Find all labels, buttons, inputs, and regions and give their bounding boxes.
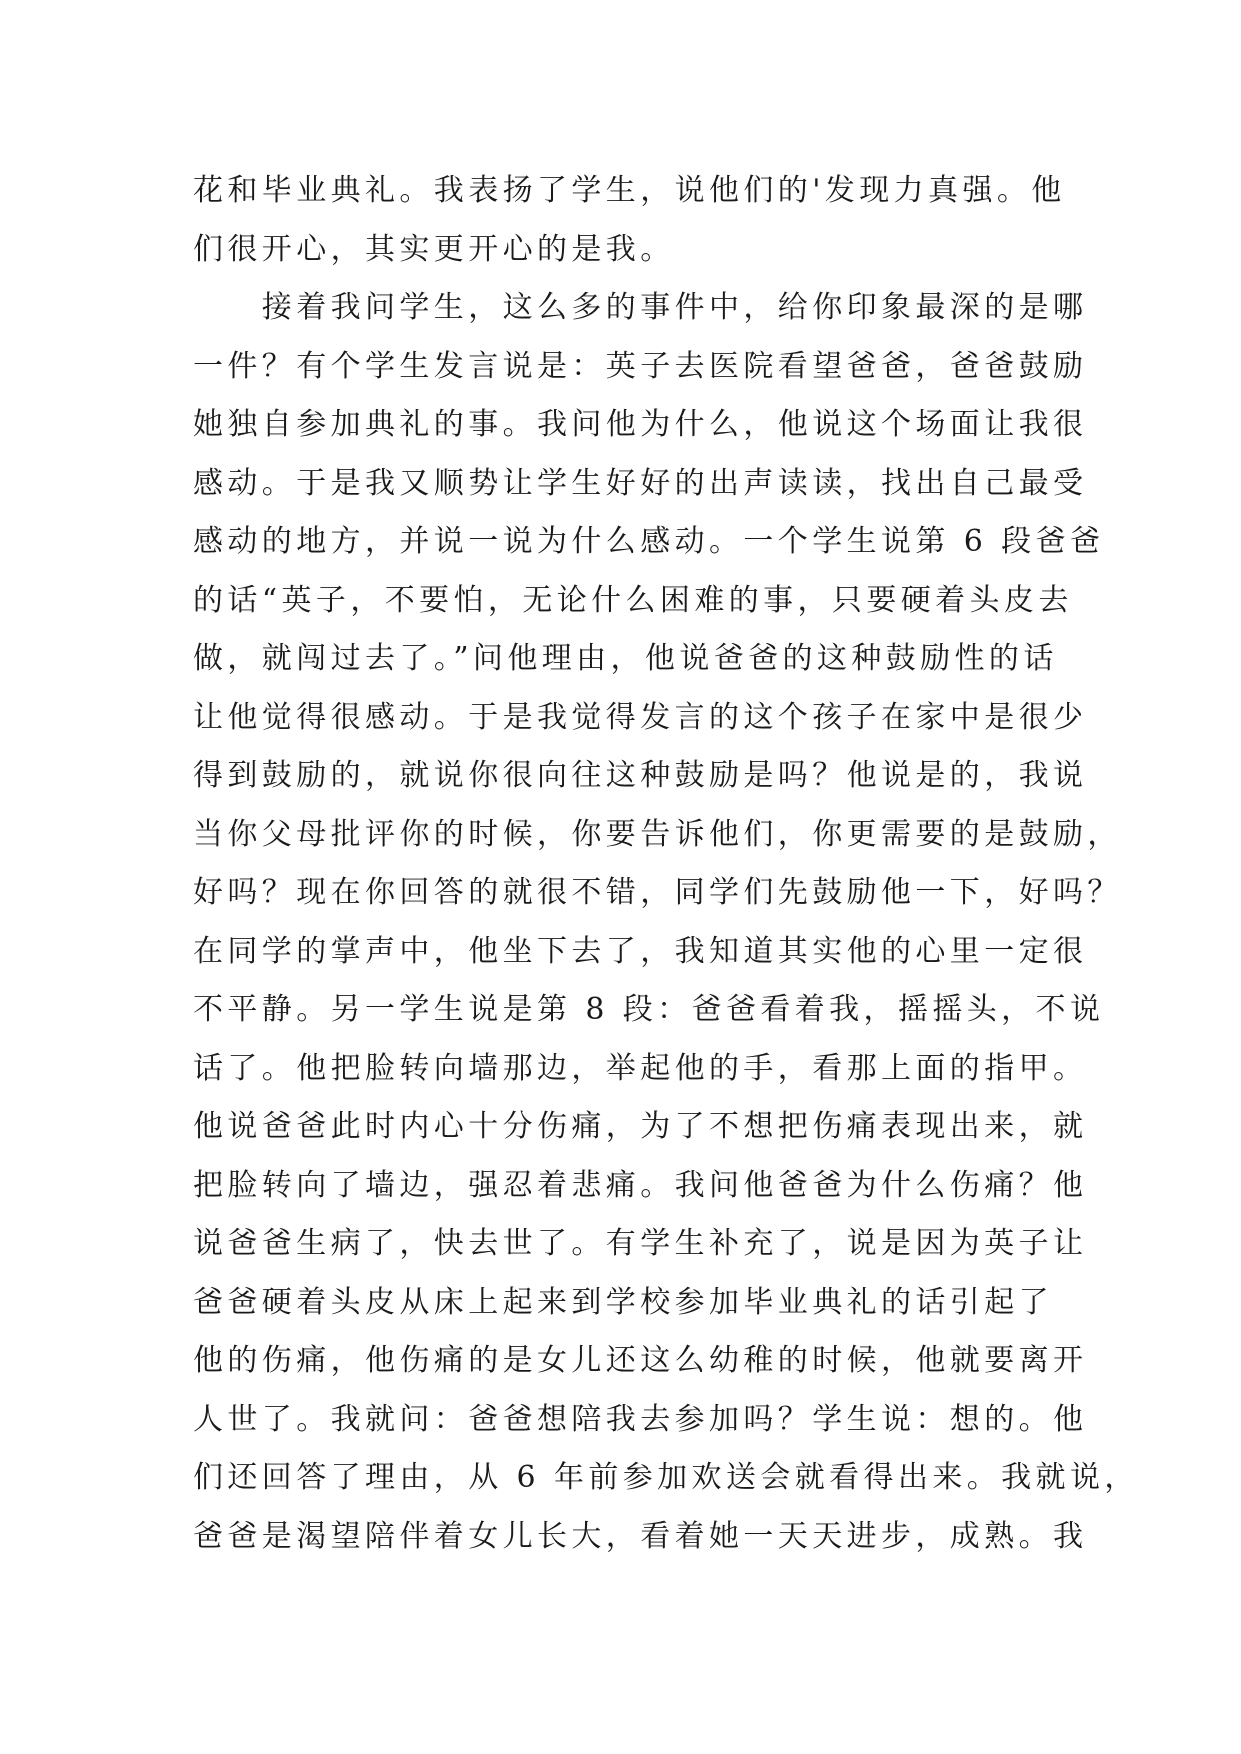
text-line-2: 们很开心，其实更开心的是我。 xyxy=(193,231,675,267)
text-line-3: 接着我问学生，这么多的事件中，给你印象最深的是哪 xyxy=(193,290,1088,325)
text-line-15: 不平静。另一学生说是第 8 段：爸爸看着我，摇摇头，不说 xyxy=(193,992,1105,1027)
text-line-14: 在同学的掌声中，他坐下去了，我知道其实他的心里一定很 xyxy=(193,933,1088,969)
text-line-24: 爸爸是渴望陪伴着女儿长大，看着她一天天进步，成熟。我 xyxy=(193,1518,1088,1554)
text-line-6: 感动。于是我又顺势让学生好好的出声读读，找出自己最受 xyxy=(193,465,1088,501)
text-line-23: 们还回答了理由，从 6 年前参加欢送会就看得出来。我就说， xyxy=(193,1460,1139,1495)
text-line-17: 他说爸爸此时内心十分伤痛，为了不想把伤痛表现出来，就 xyxy=(193,1109,1088,1144)
text-line-9: 做，就闯过去了。”问他理由，他说爸爸的这种鼓励性的话 xyxy=(193,641,1058,676)
text-line-5: 她独自参加典礼的事。我问他为什么，他说这个场面让我很 xyxy=(193,407,1088,442)
text-line-22: 人世了。我就问：爸爸想陪我去参加吗？学生说：想的。他 xyxy=(193,1401,1088,1437)
body-text xyxy=(193,162,1139,1566)
text-line-11: 得到鼓励的，就说你很向往这种鼓励是吗？他说是的，我说 xyxy=(193,758,1088,793)
text-line-1: 花和毕业典礼。我表扬了学生，说他们的'发现力真强。他 xyxy=(193,173,1066,208)
text-line-12: 当你父母批评你的时候，你要告诉他们，你更需要的是鼓励， xyxy=(193,816,1122,852)
text-line-13: 好吗？现在你回答的就很不错，同学们先鼓励他一下，好吗？ xyxy=(193,875,1122,910)
text-line-21: 他的伤痛，他伤痛的是女儿还这么幼稚的时候，他就要离开 xyxy=(193,1343,1088,1378)
text-line-7: 感动的地方，并说一说为什么感动。一个学生说第 6 段爸爸 xyxy=(193,524,1105,559)
text-line-18: 把脸转向了墙边，强忍着悲痛。我问他爸爸为什么伤痛？他 xyxy=(193,1167,1088,1203)
text-line-20: 爸爸硬着头皮从床上起来到学校参加毕业典礼的话引起了 xyxy=(193,1284,1053,1320)
text-line-16: 话了。他把脸转向墙那边，举起他的手，看那上面的指甲。 xyxy=(193,1050,1088,1086)
text-line-19: 说爸爸生病了，快去世了。有学生补充了，说是因为英子让 xyxy=(193,1226,1088,1261)
text-line-4: 一件？有个学生发言说是：英子去医院看望爸爸，爸爸鼓励 xyxy=(193,348,1088,384)
text-line-10: 让他觉得很感动。于是我觉得发言的这个孩子在家中是很少 xyxy=(193,699,1088,735)
text-line-8: 的话“英子，不要怕，无论什么困难的事，只要硬着头皮去 xyxy=(193,582,1073,618)
